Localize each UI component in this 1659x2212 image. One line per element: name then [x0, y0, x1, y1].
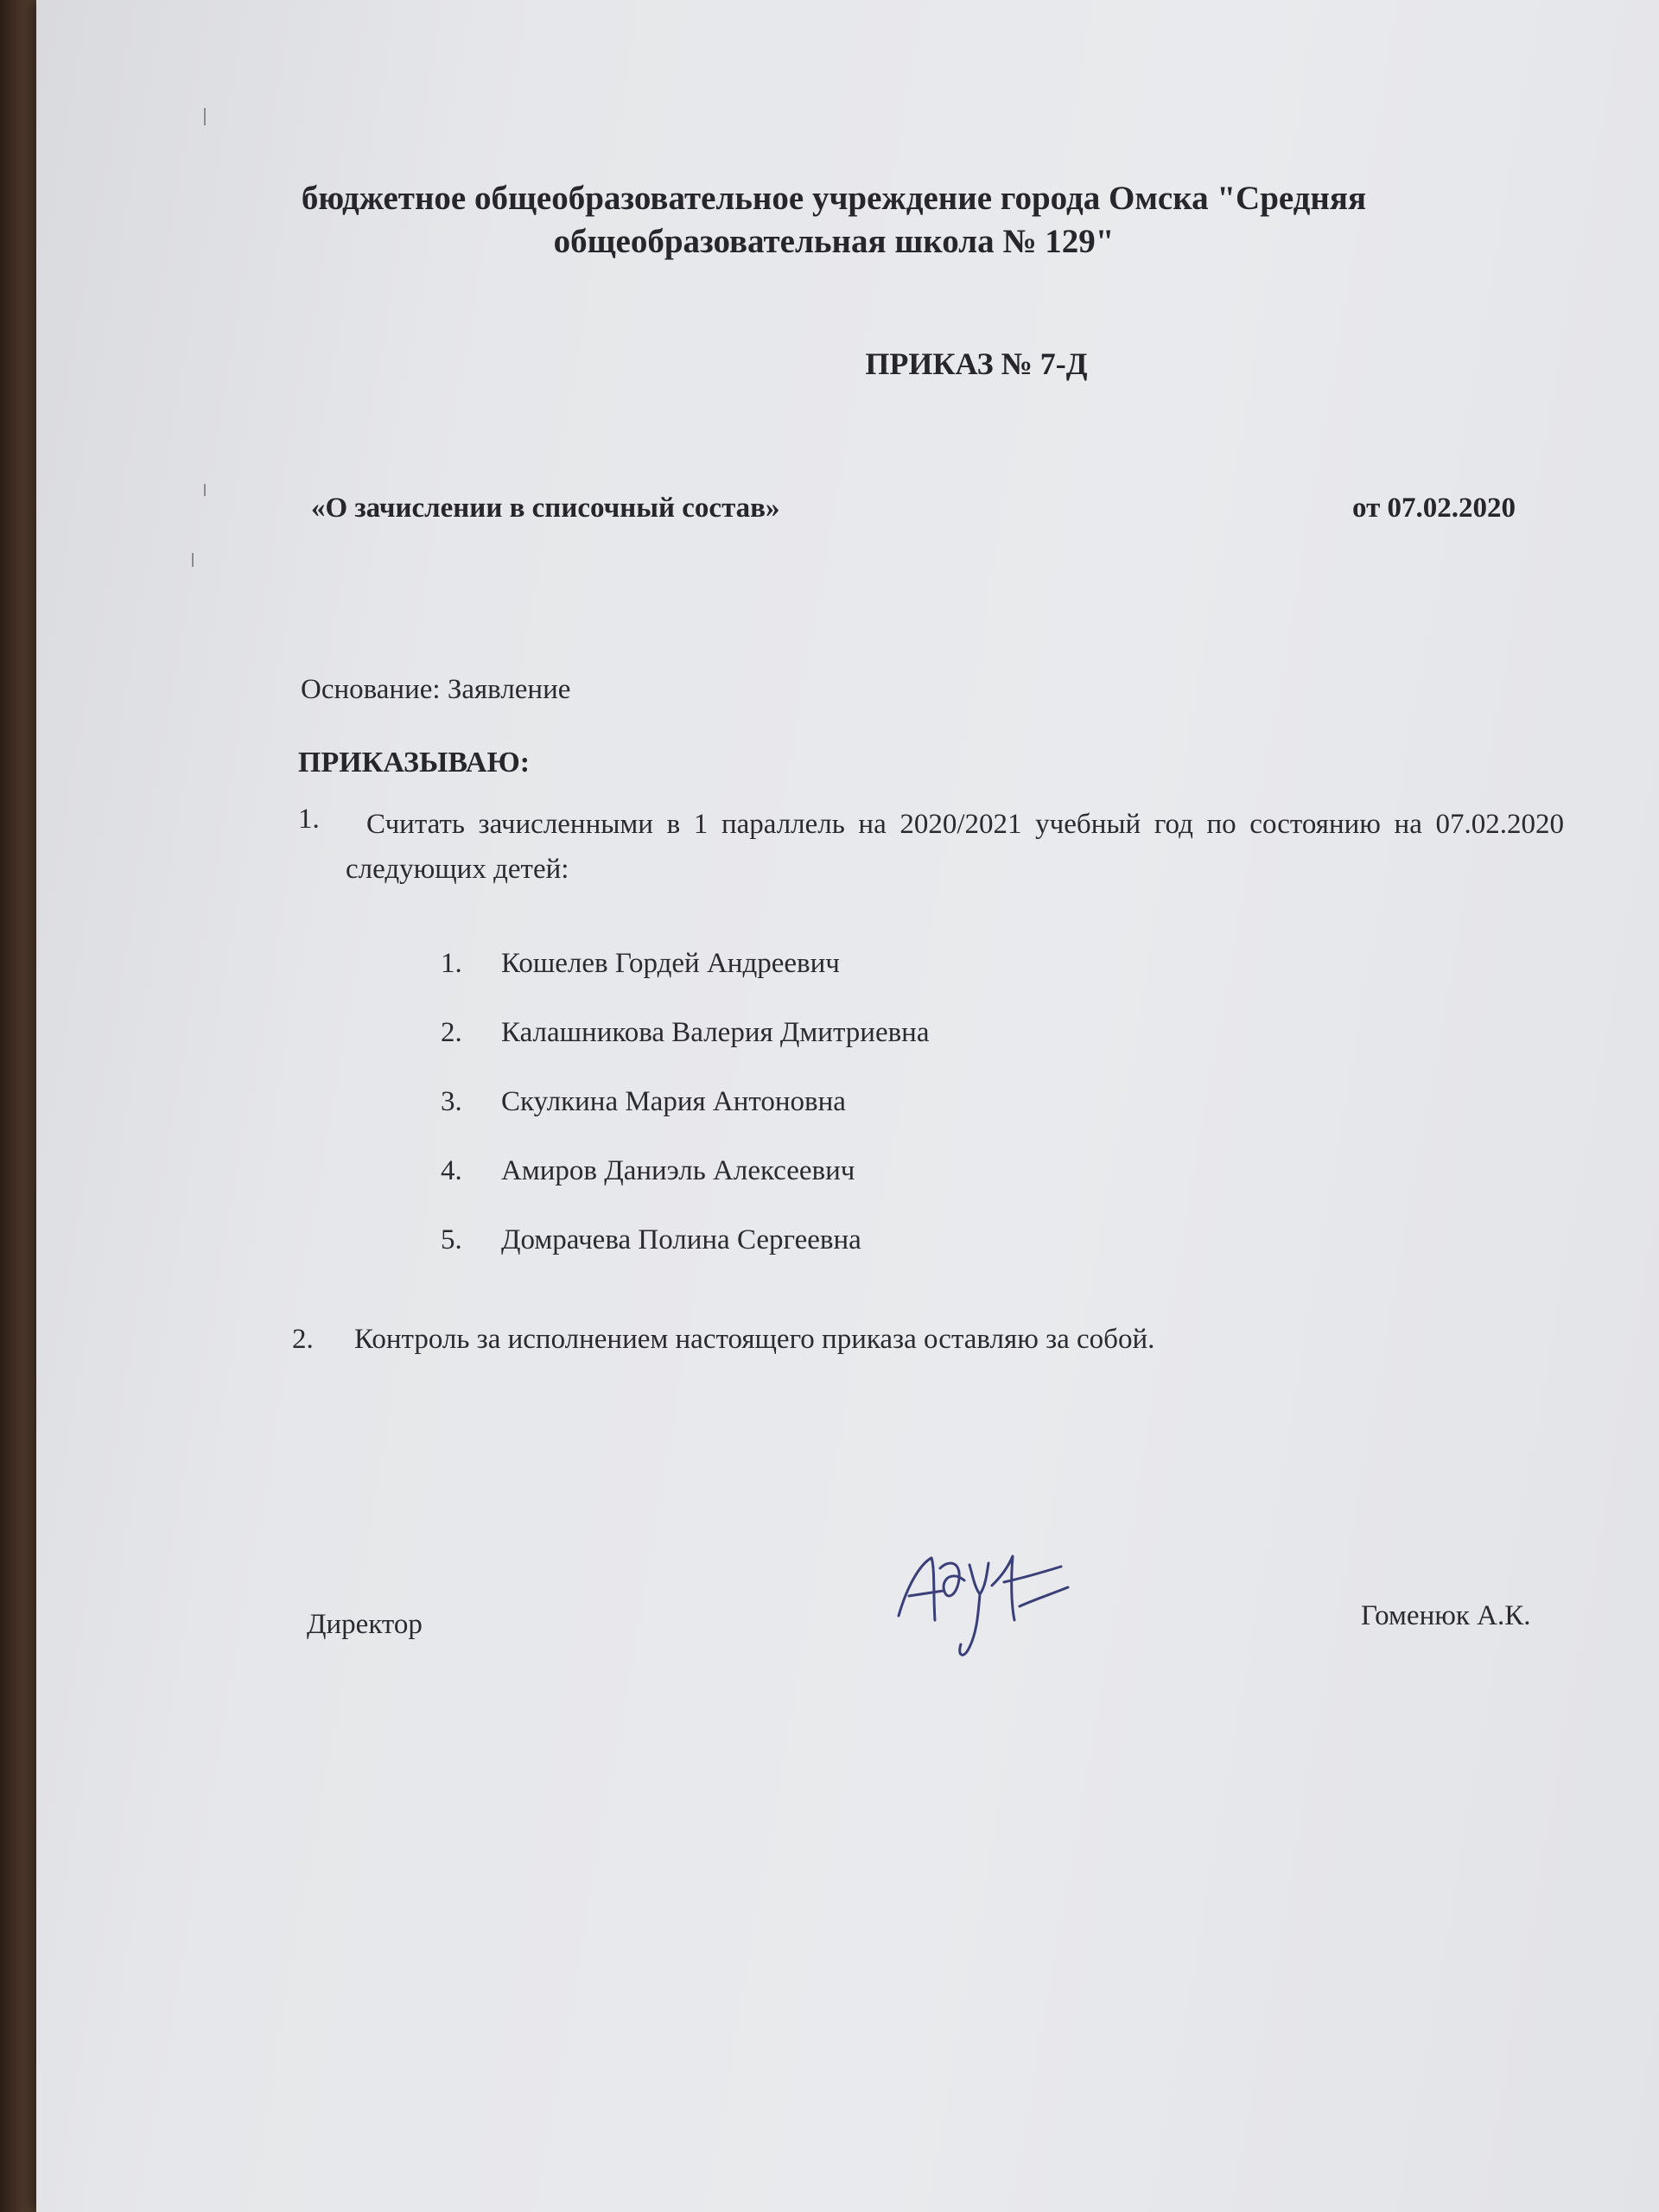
order-basis: Основание: Заявление [301, 674, 571, 705]
list-item [441, 1017, 929, 1086]
children-list [441, 948, 929, 1294]
point-2 [292, 1324, 1154, 1356]
point-text: Контроль за исполнением настоящего приказа оставляю за собой. [354, 1324, 1155, 1355]
child-name: Амиров Даниэль Алексеевич [501, 1155, 855, 1186]
list-item [441, 1224, 929, 1294]
signature-icon [890, 1534, 1089, 1672]
child-name: Кошелев Гордей Андреевич [501, 948, 840, 979]
organization-name: бюджетное общеобразовательное учреждение города Омска "Средняя общеобразовательная школа № 129" [301, 180, 1367, 260]
list-item-number: 1. [441, 948, 462, 979]
order-number: ПРИКАЗ № 7-Д [865, 346, 1088, 381]
signer-position: Директор [307, 1609, 423, 1640]
order-directive: ПРИКАЗЫВАЮ: [298, 747, 531, 779]
order-date: от 07.02.2020 [1352, 493, 1516, 524]
punch-mark [204, 108, 206, 125]
punch-mark [204, 484, 206, 496]
list-item-number: 2. [441, 1017, 462, 1048]
child-name: Домрачева Полина Сергеевна [501, 1224, 861, 1255]
order-subject: «О зачислении в списочный состав» [311, 493, 780, 524]
list-item-number: 3. [441, 1086, 462, 1117]
punch-mark [192, 553, 194, 567]
list-item-number: 5. [441, 1224, 462, 1255]
list-item-number: 4. [441, 1155, 462, 1186]
point-text: Считать зачисленными в 1 параллель на 2020/2021 учебный год по состоянию на 07.02.2020 следующих детей: [346, 809, 1564, 885]
child-name: Скулкина Мария Антоновна [501, 1086, 846, 1117]
list-item [441, 948, 929, 1017]
signer-name: Гоменюк А.К. [1361, 1600, 1531, 1631]
point-number: 1. [298, 804, 320, 835]
child-name: Калашникова Валерия Дмитриевна [501, 1017, 930, 1048]
list-item [441, 1155, 929, 1224]
point-number: 2. [292, 1324, 314, 1355]
list-item [441, 1086, 929, 1155]
